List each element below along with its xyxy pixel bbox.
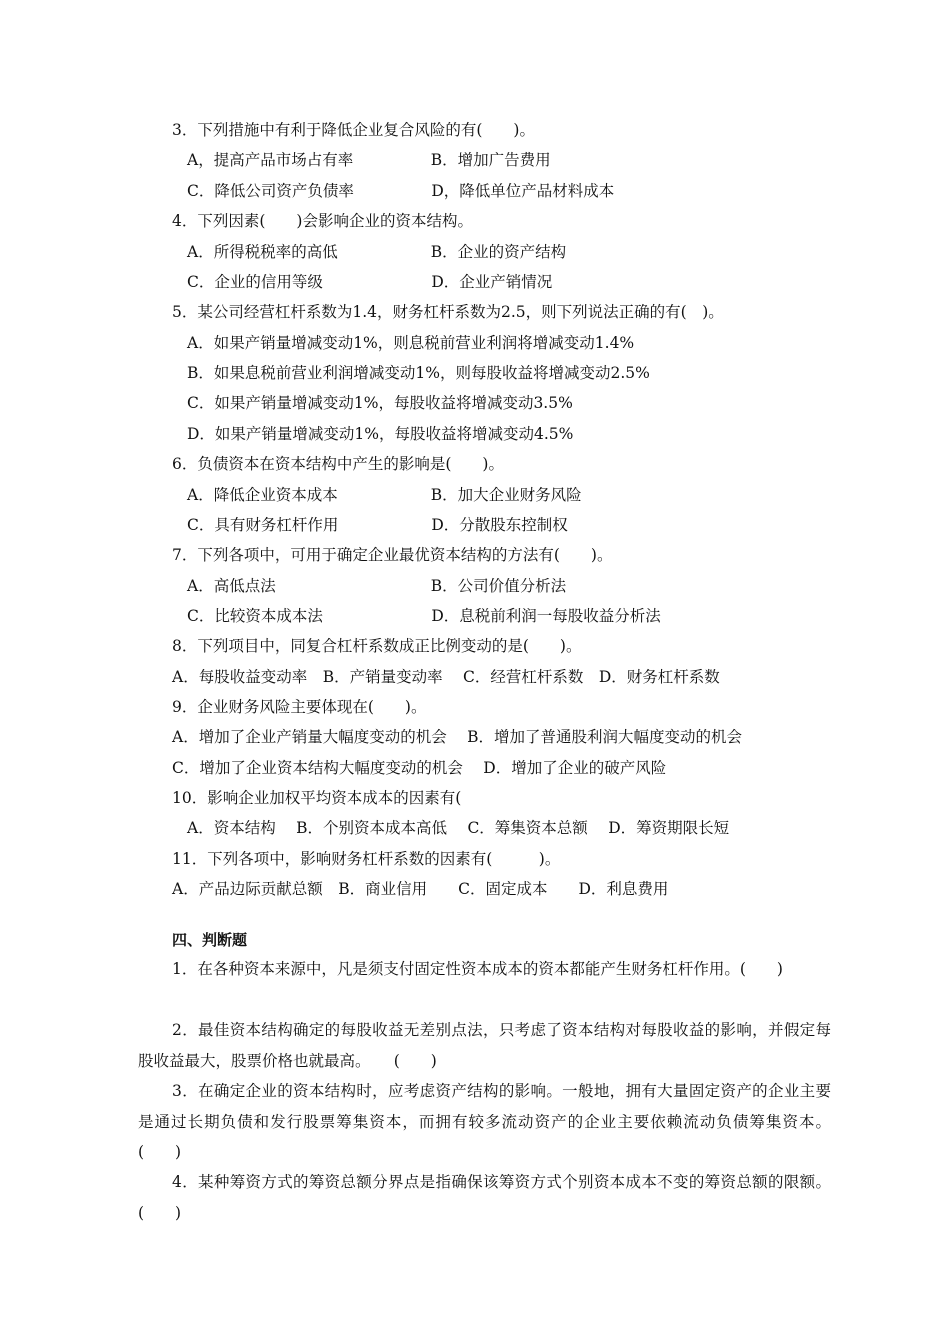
judgment-item-4: 4．某种筹资方式的筹资总额分界点是指确保该筹资方式个别资本成本不变的筹资总额的限额。 ( ) (138, 1173, 831, 1222)
question-3-options-ab: A，提高产品市场占有率 B．增加广告费用 (187, 151, 551, 169)
question-11-options: A．产品边际贡献总额 B．商业信用 C．固定成本 D．利息费用 (172, 880, 669, 898)
question-7-options-ab: A．高低点法 B．公司价值分析法 (187, 577, 567, 595)
question-5: 5．某公司经营杠杆系数为1.4，财务杠杆系数为2.5，则下列说法正确的有( )。 (172, 303, 724, 321)
question-10: 10．影响企业加权平均资本成本的因素有( (172, 789, 462, 807)
question-3-options-cd: C．降低公司资产负债率 D，降低单位产品材料成本 (187, 182, 615, 200)
question-11: 11．下列各项中，影响财务杠杆系数的因素有( )。 (172, 850, 561, 868)
judgment-item-3: 3．在确定企业的资本结构时，应考虑资产结构的影响。一般地，拥有大量固定资产的企业主要是通过长期负债和发行股票筹集资本，而拥有较多流动资产的企业主要依赖流动负债筹集资本。( ) (138, 1082, 831, 1161)
question-8: 8．下列项目中，同复合杠杆系数成正比例变动的是( )。 (172, 637, 582, 655)
question-6-options-cd: C．具有财务杠杆作用 D．分散股东控制权 (187, 516, 568, 534)
section-title-judgment: 四、判断题 (172, 931, 248, 949)
judgment-item-1: 1．在各种资本来源中，凡是须支付固定性资本成本的资本都能产生财务杠杆作用。( ) (172, 960, 783, 978)
question-9-options-cd: C．增加了企业资本结构大幅度变动的机会 D．增加了企业的破产风险 (172, 759, 667, 777)
question-3: 3．下列措施中有利于降低企业复合风险的有( )。 (172, 121, 535, 139)
question-4-options-ab: A．所得税税率的高低 B．企业的资产结构 (187, 243, 567, 261)
question-7-options-cd: C．比较资本成本法 D．息税前利润一每股收益分析法 (187, 607, 661, 625)
question-5-option-d: D．如果产销量增减变动1%，每股收益将增减变动4.5% (187, 425, 574, 443)
question-4-options-cd: C．企业的信用等级 D．企业产销情况 (187, 273, 553, 291)
question-10-options: A．资本结构 B．个别资本成本高低 C．筹集资本总额 D．筹资期限长短 (187, 819, 730, 837)
judgment-item-2: 2．最佳资本结构确定的每股收益无差别点法，只考虑了资本结构对每股收益的影响，并假定每股收益最大，股票价格也就最高。 ( ) (138, 1021, 831, 1070)
question-5-option-a: A．如果产销量增减变动1%，则息税前营业利润将增减变动1.4% (187, 334, 635, 352)
question-9-options-ab: A．增加了企业产销量大幅度变动的机会 B．增加了普通股利润大幅度变动的机会 (172, 728, 743, 746)
question-7: 7．下列各项中，可用于确定企业最优资本结构的方法有( )。 (172, 546, 613, 564)
question-6-options-ab: A．降低企业资本成本 B．加大企业财务风险 (187, 486, 582, 504)
question-5-option-b: B．如果息税前营业利润增减变动1%，则每股收益将增减变动2.5% (187, 364, 650, 382)
question-6: 6．负债资本在资本结构中产生的影响是( )。 (172, 455, 504, 473)
question-5-option-c: C．如果产销量增减变动1%，每股收益将增减变动3.5% (187, 394, 573, 412)
question-9: 9．企业财务风险主要体现在( )。 (172, 698, 427, 716)
question-4: 4．下列因素( )会影响企业的资本结构。 (172, 212, 473, 230)
question-8-options: A．每股收益变动率 B．产销量变动率 C．经营杠杆系数 D．财务杠杆系数 (172, 668, 720, 686)
